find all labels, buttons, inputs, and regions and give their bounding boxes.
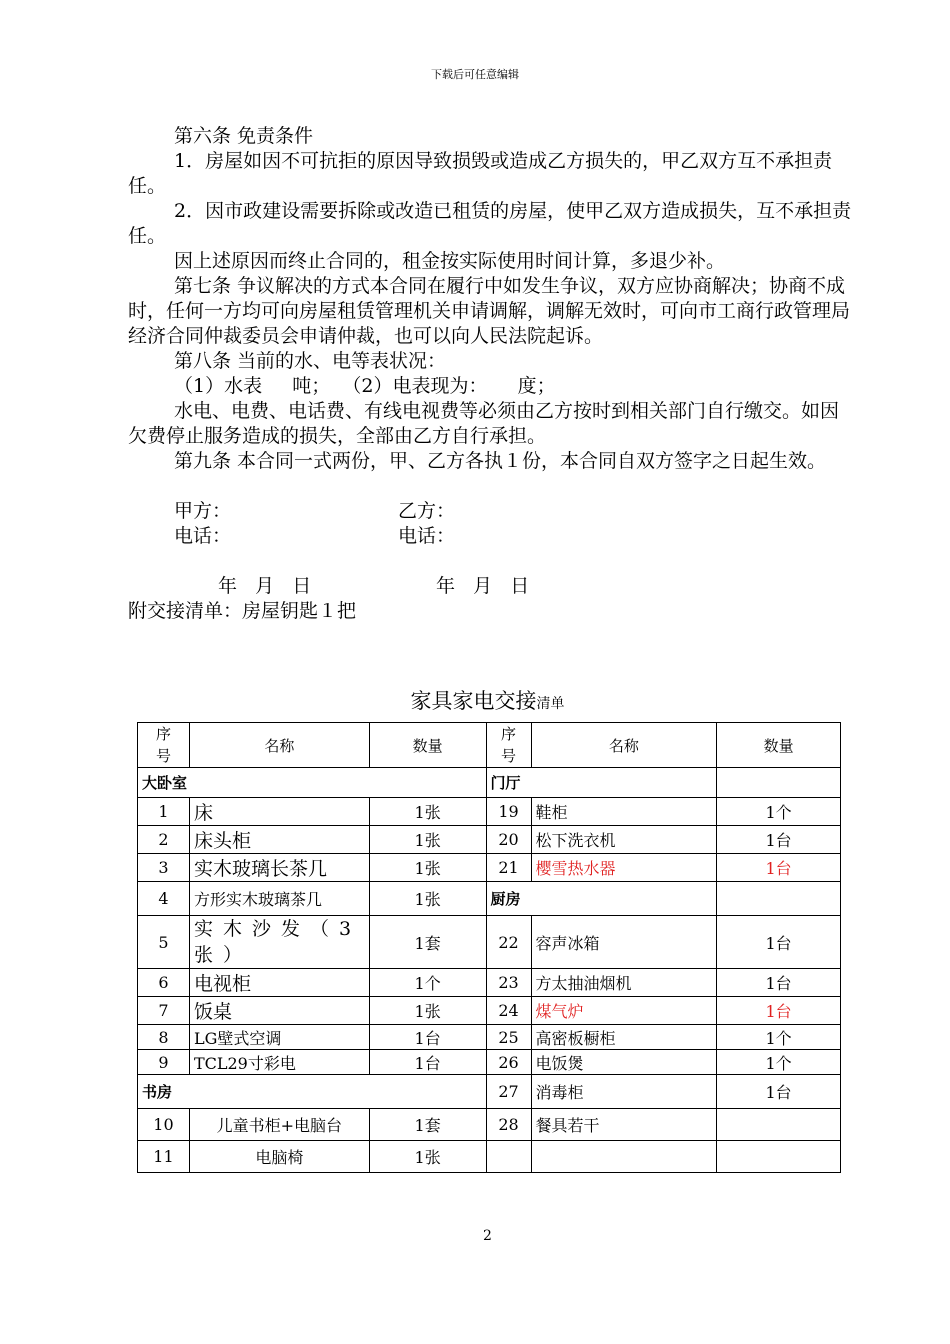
header-name: 名称 [189,723,369,768]
phone-b-label: 电话： [398,525,456,547]
article-9: 第九条 本合同一式两份，甲、乙方各执１份，本合同自双方签字之日起生效。 [174,450,827,472]
item-name: 方太抽油烟机 [531,969,717,997]
item-name: 高密板橱柜 [531,1025,717,1050]
section-bedroom: 大卧室 [138,768,487,798]
table-row: 3 实木玻璃长茶几 1张 21 樱雪热水器 1台 [138,854,841,882]
item-name: 饭桌 [189,997,369,1025]
party-b-label: 乙方： [398,500,456,522]
page-header: 下载后可任意编辑 [431,68,519,81]
item-name: 消毒柜 [531,1075,717,1109]
table-row: 11 电脑椅 1张 [138,1141,841,1173]
item-name: 电饭煲 [531,1050,717,1075]
header-qty: 数量 [717,723,841,768]
article-6-clause-3: 因上述原因而终止合同的，租金按实际使用时间计算，多退少补。 [174,250,726,272]
phone-a-label: 电话： [174,525,232,547]
signature-row-party [128,499,853,524]
item-name: 鞋柜 [531,798,717,826]
section-kitchen: 厨房 [486,882,717,916]
item-name: TCL29寸彩电 [189,1050,369,1075]
item-name: LG壁式空调 [189,1025,369,1050]
table-row: 6 电视柜 1个 23 方太抽油烟机 1台 [138,969,841,997]
article-6-title: 第六条 免责条件 [174,125,314,147]
table-row: 书房 27 消毒柜 1台 [138,1075,841,1109]
date-a: 年 月 日 [218,575,312,597]
article-6-clause-2: 2．因市政建设需要拆除或改造已租赁的房屋，使甲乙双方造成损失，互不承担责任。 [128,200,852,247]
item-name: 电视柜 [189,969,369,997]
table-row: 10 儿童书柜+电脑台 1套 28 餐具若干 [138,1109,841,1141]
item-name-highlighted: 煤气炉 [531,997,717,1025]
signature-row-phone [128,524,853,549]
article-7: 第七条 争议解决的方式本合同在履行中如发生争议，双方应协商解决；协商不成时，任何一方均可向房屋租赁管理机关申请调解，调解无效时，可向市工商行政管理局经济合同仲裁委员会申请仲裁，也可以向人民法院起诉。 [128,275,851,347]
item-name: 床 [189,798,369,826]
meter-readings: （1）水表 吨； （2）电表现为： 度； [174,375,556,397]
table-row: 4 方形实木玻璃茶几 1张 厨房 [138,882,841,916]
table-row: 1 床 1张 19 鞋柜 1个 [138,798,841,826]
table-title: 家具家电交接清单 [410,689,565,713]
page-number: 2 [483,1228,492,1244]
table-row: 5 实木沙发（3张） 1套 22 容声冰箱 1台 [138,916,841,969]
table-row: 7 饭桌 1张 24 煤气炉 1台 [138,997,841,1025]
article-6-clause-1: 1．房屋如因不可抗拒的原因导致损毁或造成乙方损失的，甲乙双方互不承担责任。 [128,150,833,197]
date-b: 年 月 日 [436,575,530,597]
item-name: 实木玻璃长茶几 [189,854,369,882]
table-row: 2 床头柜 1张 20 松下洗衣机 1台 [138,826,841,854]
article-8-title: 第八条 当前的水、电等表状况： [174,350,447,372]
section-study: 书房 [138,1075,487,1109]
item-name: 松下洗衣机 [531,826,717,854]
item-name: 实木沙发（3张） [189,916,369,969]
table-row: 9 TCL29寸彩电 1台 26 电饭煲 1个 [138,1050,841,1075]
item-name: 方形实木玻璃茶几 [189,882,369,916]
item-name: 餐具若干 [531,1109,717,1141]
table-header-row [138,723,841,768]
article-8-fees: 水电、电费、电话费、有线电视费等必须由乙方按时到相关部门自行缴交。如因欠费停止服务造成的损失，全部由乙方自行承担。 [128,400,840,447]
item-name-highlighted: 樱雪热水器 [531,854,717,882]
header-qty: 数量 [369,723,486,768]
attachment-note: 附交接清单：房屋钥匙１把 [128,600,357,622]
section-hall: 门厅 [486,768,717,798]
signature-row-date [128,574,853,599]
item-name: 床头柜 [189,826,369,854]
party-a-label: 甲方： [174,500,232,522]
item-name: 儿童书柜+电脑台 [189,1109,369,1141]
header-name: 名称 [531,723,717,768]
contract-body [128,124,853,624]
header-no: 序号 [138,723,190,768]
table-row: 8 LG壁式空调 1台 25 高密板橱柜 1个 [138,1025,841,1050]
item-name: 容声冰箱 [531,916,717,969]
header-no: 序号 [486,723,531,768]
furniture-handover-table [137,722,841,1173]
table-row [138,768,841,798]
item-name: 电脑椅 [189,1141,369,1173]
